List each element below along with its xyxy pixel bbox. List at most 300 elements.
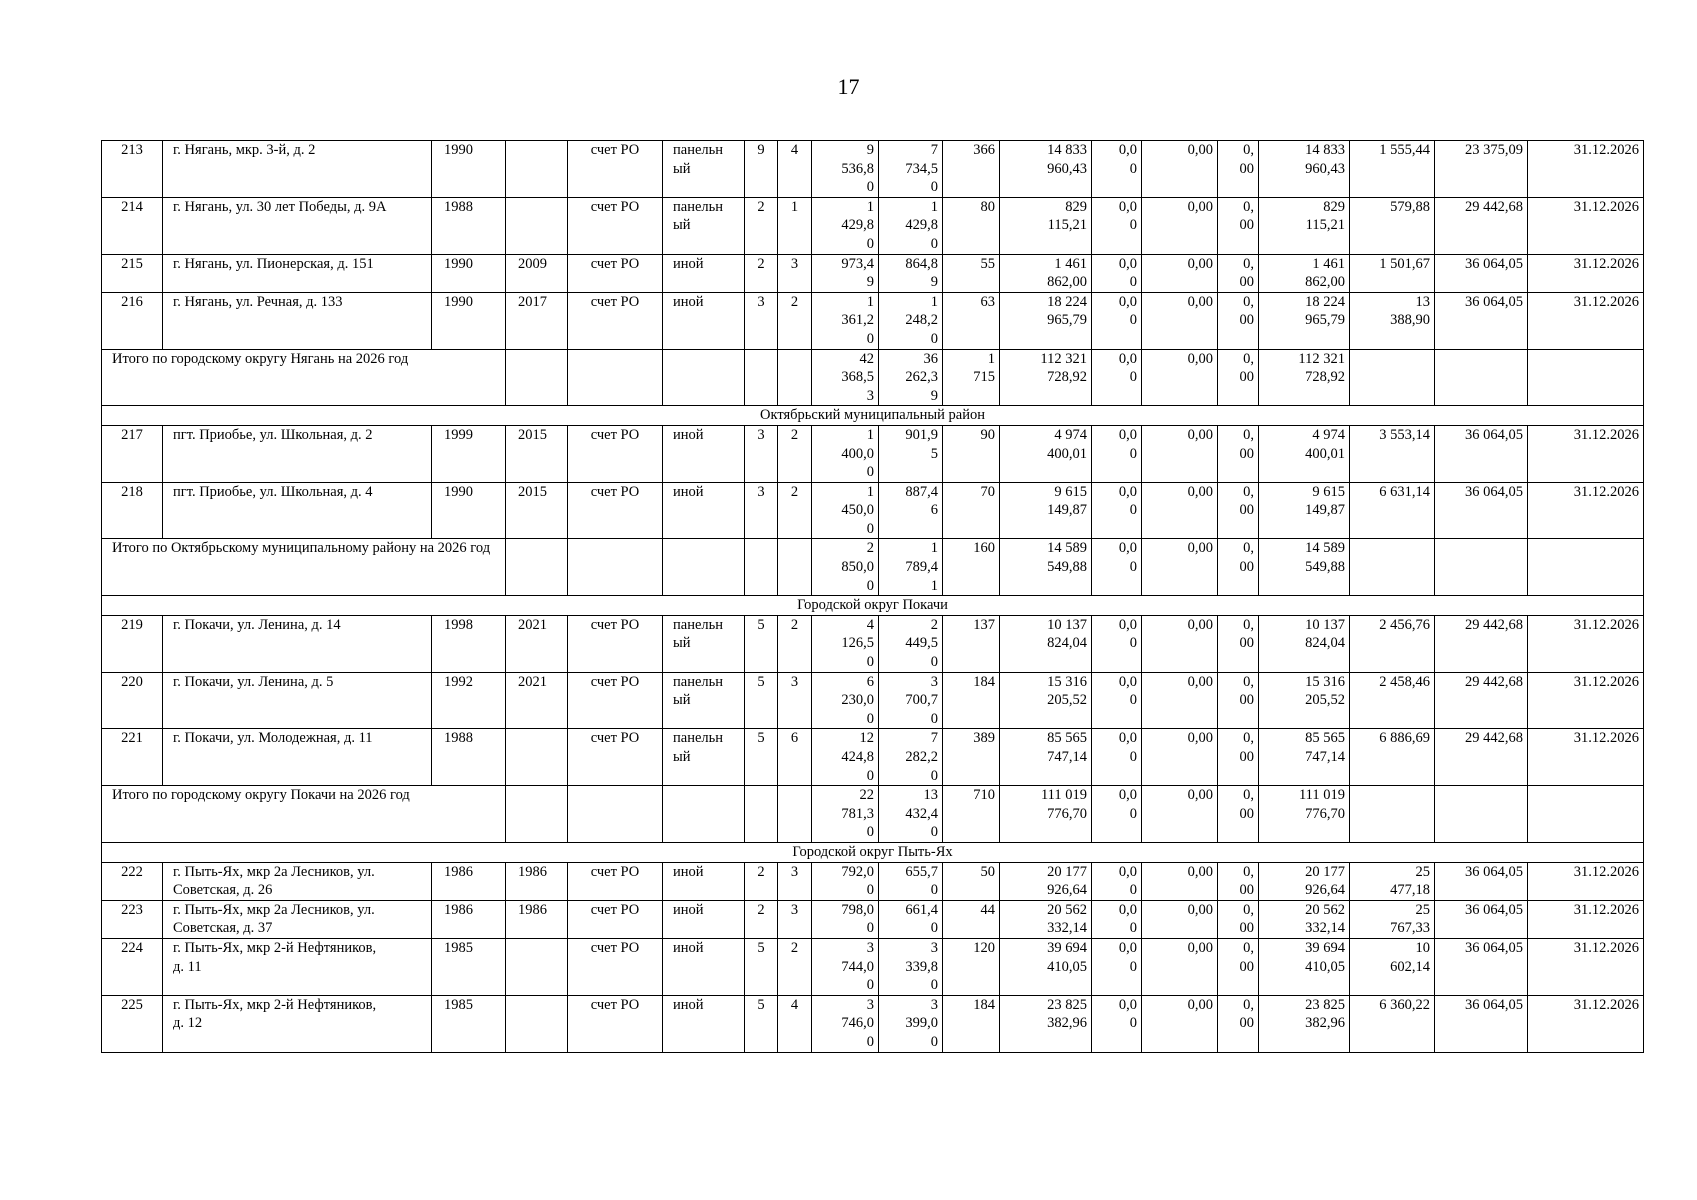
cell-area: 1 450,0 0 (812, 482, 879, 539)
cell-c3: 0, 00 (1218, 482, 1259, 539)
cell-year2 (506, 197, 568, 254)
cell-area_res: 901,9 5 (879, 425, 943, 482)
empty-cell (506, 539, 568, 596)
cell-year2 (506, 995, 568, 1052)
cell-c4: 14 833 960,43 (1259, 141, 1350, 198)
cell-year2: 2021 (506, 615, 568, 672)
subtotal-row (102, 786, 1644, 843)
cell-address: г. Нягань, мкр. 3-й, д. 2 (163, 141, 432, 198)
cell-entrances: 1 (778, 197, 812, 254)
cell-cost: 39 694 410,05 (1000, 938, 1092, 995)
cell-c1: 0,0 0 (1092, 862, 1142, 900)
cell-area_res: 864,8 9 (879, 254, 943, 292)
empty-cell (663, 786, 745, 843)
cell-walls: иной (663, 482, 745, 539)
section-title: Городской округ Покачи (102, 596, 1644, 616)
cell-no: 222 (102, 862, 163, 900)
subtotal-c2: 0,00 (1142, 539, 1218, 596)
cell-address: г. Нягань, ул. Пионерская, д. 151 (163, 254, 432, 292)
cell-c2: 0,00 (1142, 254, 1218, 292)
cell-people: 50 (943, 862, 1000, 900)
cell-c4: 20 177 926,64 (1259, 862, 1350, 900)
cell-address: пгт. Приобье, ул. Школьная, д. 2 (163, 425, 432, 482)
cell-area_res: 7 282,2 0 (879, 729, 943, 786)
subtotal-cost: 14 589 549,88 (1000, 539, 1092, 596)
cell-entrances: 3 (778, 672, 812, 729)
table-row (102, 292, 1644, 349)
cell-year: 1990 (432, 482, 506, 539)
cell-year: 1990 (432, 292, 506, 349)
cell-fund: счет РО (568, 141, 663, 198)
cell-limit: 36 064,05 (1435, 938, 1528, 995)
cell-c3: 0, 00 (1218, 900, 1259, 938)
cell-people: 90 (943, 425, 1000, 482)
cell-area: 3 744,0 0 (812, 938, 879, 995)
cell-c1: 0,0 0 (1092, 672, 1142, 729)
cell-walls: иной (663, 292, 745, 349)
empty-cell (1350, 786, 1435, 843)
empty-cell (745, 539, 778, 596)
cell-year: 1988 (432, 729, 506, 786)
cell-no: 220 (102, 672, 163, 729)
cell-floors: 5 (745, 729, 778, 786)
cell-people: 184 (943, 995, 1000, 1052)
cell-year2 (506, 938, 568, 995)
cell-area_res: 7 734,5 0 (879, 141, 943, 198)
table-row (102, 938, 1644, 995)
cell-area_res: 887,4 6 (879, 482, 943, 539)
cell-unit: 3 553,14 (1350, 425, 1435, 482)
cell-area_res: 3 399,0 0 (879, 995, 943, 1052)
cell-cost: 15 316 205,52 (1000, 672, 1092, 729)
cell-year2: 2015 (506, 425, 568, 482)
cell-year2: 2017 (506, 292, 568, 349)
cell-c1: 0,0 0 (1092, 141, 1142, 198)
subtotal-area: 22 781,3 0 (812, 786, 879, 843)
cell-year: 1985 (432, 995, 506, 1052)
empty-cell (506, 349, 568, 406)
cell-floors: 5 (745, 995, 778, 1052)
cell-address: г. Покачи, ул. Ленина, д. 14 (163, 615, 432, 672)
cell-entrances: 6 (778, 729, 812, 786)
cell-fund: счет РО (568, 729, 663, 786)
subtotal-label: Итого по городскому округу Покачи на 2026 год (102, 786, 506, 843)
cell-c1: 0,0 0 (1092, 254, 1142, 292)
cell-limit: 29 442,68 (1435, 672, 1528, 729)
empty-cell (1350, 349, 1435, 406)
section-header-row (102, 406, 1644, 426)
subtotal-c4: 14 589 549,88 (1259, 539, 1350, 596)
cell-limit: 36 064,05 (1435, 292, 1528, 349)
cell-area: 798,0 0 (812, 900, 879, 938)
cell-limit: 36 064,05 (1435, 254, 1528, 292)
cell-c3: 0, 00 (1218, 141, 1259, 198)
cell-c4: 23 825 382,96 (1259, 995, 1350, 1052)
cell-c2: 0,00 (1142, 729, 1218, 786)
cell-c2: 0,00 (1142, 425, 1218, 482)
cell-date: 31.12.2026 (1528, 197, 1644, 254)
cell-c3: 0, 00 (1218, 995, 1259, 1052)
empty-cell (568, 539, 663, 596)
cell-entrances: 3 (778, 862, 812, 900)
cell-date: 31.12.2026 (1528, 672, 1644, 729)
cell-c2: 0,00 (1142, 900, 1218, 938)
cell-fund: счет РО (568, 862, 663, 900)
cell-date: 31.12.2026 (1528, 900, 1644, 938)
subtotal-c1: 0,0 0 (1092, 539, 1142, 596)
cell-address: г. Покачи, ул. Молодежная, д. 11 (163, 729, 432, 786)
cell-people: 44 (943, 900, 1000, 938)
empty-cell (1528, 786, 1644, 843)
cell-cost: 829 115,21 (1000, 197, 1092, 254)
table-row (102, 672, 1644, 729)
cell-area: 9 536,8 0 (812, 141, 879, 198)
cell-unit: 1 555,44 (1350, 141, 1435, 198)
cell-entrances: 2 (778, 292, 812, 349)
empty-cell (778, 539, 812, 596)
cell-c4: 85 565 747,14 (1259, 729, 1350, 786)
cell-walls: иной (663, 254, 745, 292)
cell-address: г. Пыть-Ях, мкр 2а Лесников, ул. Советская, д. 37 (163, 900, 432, 938)
cell-cost: 4 974 400,01 (1000, 425, 1092, 482)
table-row (102, 425, 1644, 482)
cell-address: г. Пыть-Ях, мкр 2-й Нефтяников, д. 12 (163, 995, 432, 1052)
cell-cost: 10 137 824,04 (1000, 615, 1092, 672)
empty-cell (1528, 539, 1644, 596)
subtotal-area: 42 368,5 3 (812, 349, 879, 406)
cell-floors: 2 (745, 254, 778, 292)
cell-address: г. Покачи, ул. Ленина, д. 5 (163, 672, 432, 729)
cell-area_res: 3 700,7 0 (879, 672, 943, 729)
cell-fund: счет РО (568, 292, 663, 349)
cell-c3: 0, 00 (1218, 292, 1259, 349)
cell-year: 1986 (432, 900, 506, 938)
cell-floors: 2 (745, 900, 778, 938)
cell-c4: 20 562 332,14 (1259, 900, 1350, 938)
cell-fund: счет РО (568, 425, 663, 482)
cell-entrances: 2 (778, 615, 812, 672)
cell-area_res: 661,4 0 (879, 900, 943, 938)
cell-c3: 0, 00 (1218, 425, 1259, 482)
subtotal-row (102, 349, 1644, 406)
table-row (102, 254, 1644, 292)
cell-people: 137 (943, 615, 1000, 672)
cell-entrances: 2 (778, 938, 812, 995)
cell-area: 792,0 0 (812, 862, 879, 900)
cell-floors: 5 (745, 938, 778, 995)
cell-area: 973,4 9 (812, 254, 879, 292)
cell-c1: 0,0 0 (1092, 995, 1142, 1052)
cell-people: 120 (943, 938, 1000, 995)
cell-c1: 0,0 0 (1092, 938, 1142, 995)
cell-cost: 1 461 862,00 (1000, 254, 1092, 292)
cell-cost: 20 177 926,64 (1000, 862, 1092, 900)
cell-c2: 0,00 (1142, 197, 1218, 254)
empty-cell (568, 349, 663, 406)
cell-floors: 2 (745, 197, 778, 254)
cell-fund: счет РО (568, 900, 663, 938)
cell-c1: 0,0 0 (1092, 729, 1142, 786)
cell-walls: иной (663, 995, 745, 1052)
cell-no: 219 (102, 615, 163, 672)
cell-year2 (506, 141, 568, 198)
cell-c1: 0,0 0 (1092, 900, 1142, 938)
cell-year: 1999 (432, 425, 506, 482)
cell-people: 70 (943, 482, 1000, 539)
cell-walls: панельн ый (663, 197, 745, 254)
cell-year2 (506, 729, 568, 786)
cell-people: 80 (943, 197, 1000, 254)
cell-entrances: 4 (778, 141, 812, 198)
repair-schedule-table (101, 140, 1644, 1053)
subtotal-label: Итого по Октябрьскому муниципальному району на 2026 год (102, 539, 506, 596)
cell-address: г. Нягань, ул. 30 лет Победы, д. 9А (163, 197, 432, 254)
empty-cell (1435, 349, 1528, 406)
subtotal-row (102, 539, 1644, 596)
cell-cost: 9 615 149,87 (1000, 482, 1092, 539)
cell-area: 12 424,8 0 (812, 729, 879, 786)
section-header-row (102, 596, 1644, 616)
cell-area_res: 1 248,2 0 (879, 292, 943, 349)
cell-area_res: 1 429,8 0 (879, 197, 943, 254)
cell-year2: 2009 (506, 254, 568, 292)
cell-year2: 2015 (506, 482, 568, 539)
cell-walls: панельн ый (663, 615, 745, 672)
cell-walls: иной (663, 900, 745, 938)
cell-walls: панельн ый (663, 672, 745, 729)
cell-year: 1992 (432, 672, 506, 729)
cell-cost: 23 825 382,96 (1000, 995, 1092, 1052)
subtotal-c3: 0, 00 (1218, 349, 1259, 406)
subtotal-c4: 112 321 728,92 (1259, 349, 1350, 406)
cell-floors: 9 (745, 141, 778, 198)
cell-year: 1990 (432, 141, 506, 198)
cell-c1: 0,0 0 (1092, 615, 1142, 672)
page-number: 17 (837, 74, 860, 99)
cell-unit: 10 602,14 (1350, 938, 1435, 995)
cell-limit: 36 064,05 (1435, 900, 1528, 938)
cell-no: 225 (102, 995, 163, 1052)
cell-c4: 10 137 824,04 (1259, 615, 1350, 672)
cell-no: 217 (102, 425, 163, 482)
cell-c1: 0,0 0 (1092, 197, 1142, 254)
cell-address: г. Нягань, ул. Речная, д. 133 (163, 292, 432, 349)
cell-unit: 6 360,22 (1350, 995, 1435, 1052)
table-row (102, 862, 1644, 900)
cell-date: 31.12.2026 (1528, 615, 1644, 672)
cell-year: 1998 (432, 615, 506, 672)
cell-date: 31.12.2026 (1528, 729, 1644, 786)
subtotal-c1: 0,0 0 (1092, 786, 1142, 843)
empty-cell (663, 539, 745, 596)
cell-c3: 0, 00 (1218, 197, 1259, 254)
cell-area: 6 230,0 0 (812, 672, 879, 729)
cell-c4: 9 615 149,87 (1259, 482, 1350, 539)
cell-floors: 5 (745, 672, 778, 729)
cell-c2: 0,00 (1142, 995, 1218, 1052)
cell-no: 213 (102, 141, 163, 198)
cell-c3: 0, 00 (1218, 672, 1259, 729)
table-row (102, 995, 1644, 1052)
section-title: Октябрьский муниципальный район (102, 406, 1644, 426)
cell-entrances: 3 (778, 900, 812, 938)
table-row (102, 729, 1644, 786)
cell-area: 1 361,2 0 (812, 292, 879, 349)
cell-entrances: 4 (778, 995, 812, 1052)
cell-c2: 0,00 (1142, 482, 1218, 539)
cell-date: 31.12.2026 (1528, 862, 1644, 900)
cell-walls: иной (663, 862, 745, 900)
cell-c4: 15 316 205,52 (1259, 672, 1350, 729)
cell-fund: счет РО (568, 482, 663, 539)
cell-year2: 2021 (506, 672, 568, 729)
subtotal-cost: 112 321 728,92 (1000, 349, 1092, 406)
cell-no: 215 (102, 254, 163, 292)
cell-year: 1986 (432, 862, 506, 900)
cell-year2: 1986 (506, 862, 568, 900)
cell-fund: счет РО (568, 672, 663, 729)
cell-address: г. Пыть-Ях, мкр 2а Лесников, ул. Советская, д. 26 (163, 862, 432, 900)
cell-cost: 14 833 960,43 (1000, 141, 1092, 198)
cell-area_res: 3 339,8 0 (879, 938, 943, 995)
cell-cost: 20 562 332,14 (1000, 900, 1092, 938)
empty-cell (745, 349, 778, 406)
cell-date: 31.12.2026 (1528, 292, 1644, 349)
cell-no: 216 (102, 292, 163, 349)
subtotal-area_res: 36 262,3 9 (879, 349, 943, 406)
cell-c3: 0, 00 (1218, 729, 1259, 786)
empty-cell (663, 349, 745, 406)
subtotal-people: 160 (943, 539, 1000, 596)
empty-cell (506, 786, 568, 843)
cell-area: 1 400,0 0 (812, 425, 879, 482)
cell-c2: 0,00 (1142, 672, 1218, 729)
cell-unit: 6 631,14 (1350, 482, 1435, 539)
cell-c4: 1 461 862,00 (1259, 254, 1350, 292)
cell-entrances: 2 (778, 425, 812, 482)
cell-floors: 3 (745, 425, 778, 482)
subtotal-area_res: 1 789,4 1 (879, 539, 943, 596)
table-row (102, 900, 1644, 938)
empty-cell (778, 786, 812, 843)
cell-people: 366 (943, 141, 1000, 198)
cell-date: 31.12.2026 (1528, 425, 1644, 482)
cell-limit: 36 064,05 (1435, 995, 1528, 1052)
cell-c3: 0, 00 (1218, 862, 1259, 900)
cell-c4: 4 974 400,01 (1259, 425, 1350, 482)
empty-cell (1435, 539, 1528, 596)
cell-area: 1 429,8 0 (812, 197, 879, 254)
empty-cell (568, 786, 663, 843)
cell-unit: 1 501,67 (1350, 254, 1435, 292)
empty-cell (1350, 539, 1435, 596)
subtotal-c2: 0,00 (1142, 786, 1218, 843)
cell-cost: 18 224 965,79 (1000, 292, 1092, 349)
cell-no: 214 (102, 197, 163, 254)
cell-limit: 36 064,05 (1435, 482, 1528, 539)
table-row (102, 141, 1644, 198)
subtotal-c4: 111 019 776,70 (1259, 786, 1350, 843)
cell-unit: 25 767,33 (1350, 900, 1435, 938)
cell-year: 1985 (432, 938, 506, 995)
subtotal-c1: 0,0 0 (1092, 349, 1142, 406)
cell-unit: 579,88 (1350, 197, 1435, 254)
cell-floors: 3 (745, 292, 778, 349)
empty-cell (745, 786, 778, 843)
cell-c4: 829 115,21 (1259, 197, 1350, 254)
empty-cell (778, 349, 812, 406)
cell-unit: 25 477,18 (1350, 862, 1435, 900)
table-row (102, 482, 1644, 539)
cell-unit: 2 458,46 (1350, 672, 1435, 729)
cell-date: 31.12.2026 (1528, 938, 1644, 995)
cell-fund: счет РО (568, 254, 663, 292)
cell-walls: иной (663, 938, 745, 995)
cell-cost: 85 565 747,14 (1000, 729, 1092, 786)
cell-date: 31.12.2026 (1528, 995, 1644, 1052)
cell-c2: 0,00 (1142, 938, 1218, 995)
cell-walls: иной (663, 425, 745, 482)
cell-c4: 18 224 965,79 (1259, 292, 1350, 349)
cell-people: 63 (943, 292, 1000, 349)
cell-no: 218 (102, 482, 163, 539)
cell-c1: 0,0 0 (1092, 425, 1142, 482)
cell-area_res: 655,7 0 (879, 862, 943, 900)
cell-date: 31.12.2026 (1528, 482, 1644, 539)
cell-fund: счет РО (568, 197, 663, 254)
cell-c2: 0,00 (1142, 862, 1218, 900)
cell-unit: 13 388,90 (1350, 292, 1435, 349)
subtotal-c3: 0, 00 (1218, 539, 1259, 596)
subtotal-area_res: 13 432,4 0 (879, 786, 943, 843)
cell-area_res: 2 449,5 0 (879, 615, 943, 672)
cell-limit: 29 442,68 (1435, 197, 1528, 254)
subtotal-people: 710 (943, 786, 1000, 843)
cell-c2: 0,00 (1142, 615, 1218, 672)
cell-c3: 0, 00 (1218, 615, 1259, 672)
cell-c3: 0, 00 (1218, 938, 1259, 995)
subtotal-c2: 0,00 (1142, 349, 1218, 406)
cell-date: 31.12.2026 (1528, 141, 1644, 198)
subtotal-c3: 0, 00 (1218, 786, 1259, 843)
cell-year2: 1986 (506, 900, 568, 938)
cell-address: г. Пыть-Ях, мкр 2-й Нефтяников, д. 11 (163, 938, 432, 995)
section-title: Городской округ Пыть-Ях (102, 842, 1644, 862)
cell-limit: 29 442,68 (1435, 615, 1528, 672)
cell-limit: 36 064,05 (1435, 862, 1528, 900)
cell-walls: панельн ый (663, 729, 745, 786)
subtotal-area: 2 850,0 0 (812, 539, 879, 596)
cell-fund: счет РО (568, 995, 663, 1052)
cell-people: 389 (943, 729, 1000, 786)
cell-entrances: 2 (778, 482, 812, 539)
cell-address: пгт. Приобье, ул. Школьная, д. 4 (163, 482, 432, 539)
cell-no: 221 (102, 729, 163, 786)
cell-c2: 0,00 (1142, 292, 1218, 349)
cell-c2: 0,00 (1142, 141, 1218, 198)
cell-people: 184 (943, 672, 1000, 729)
cell-no: 223 (102, 900, 163, 938)
cell-limit: 29 442,68 (1435, 729, 1528, 786)
subtotal-cost: 111 019 776,70 (1000, 786, 1092, 843)
table-row (102, 615, 1644, 672)
cell-entrances: 3 (778, 254, 812, 292)
table-row (102, 197, 1644, 254)
subtotal-people: 1 715 (943, 349, 1000, 406)
cell-area: 3 746,0 0 (812, 995, 879, 1052)
cell-c1: 0,0 0 (1092, 482, 1142, 539)
empty-cell (1435, 786, 1528, 843)
